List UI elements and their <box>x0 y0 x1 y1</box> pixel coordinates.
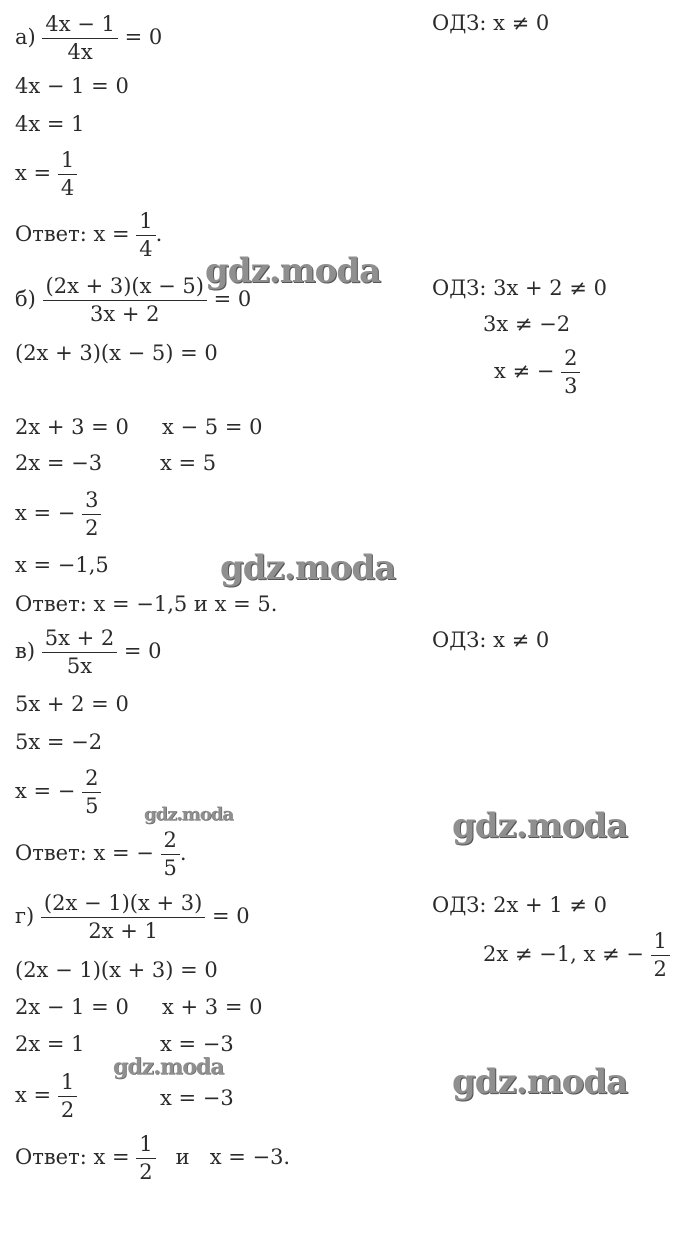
part-b-denominator: 3x + 2 <box>89 302 160 326</box>
part-d-step-3-right: x = −3 <box>160 1032 234 1056</box>
part-d-step-1: (2x − 1)(x + 3) = 0 <box>15 958 218 982</box>
part-b-answer: Ответ: x = −1,5 и x = 5. <box>15 592 278 616</box>
part-b-label: б) <box>15 287 36 311</box>
part-d-eq-tail: = 0 <box>212 904 250 928</box>
part-d-label: г) <box>15 904 35 928</box>
part-b-numerator: (2x + 3)(x − 5) <box>43 276 207 301</box>
part-a-answer: Ответ: x = $\frac{1}{4}$ . <box>15 209 163 261</box>
part-a-step-2: 4x = 1 <box>15 112 85 136</box>
part-c-label: в) <box>15 639 36 663</box>
part-c-fraction <box>42 628 118 677</box>
part-b-odz-3: x ≠ − $\frac{2}{3}$ <box>494 348 580 397</box>
watermark: gdz.moda <box>144 804 233 825</box>
part-b-step-3-right: x = 5 <box>160 451 217 475</box>
part-d-odz-fraction: $\frac{1}{2}$ <box>651 931 670 980</box>
part-d-step-4-right: x = −3 <box>160 1086 234 1110</box>
part-d-odz-1: ОДЗ: 2x + 1 ≠ 0 <box>432 893 607 917</box>
part-b-odz-fraction: $\frac{2}{3}$ <box>561 348 580 397</box>
part-a-equation <box>15 14 162 63</box>
watermark: gdz.moda <box>452 1062 628 1102</box>
part-d-step-3-left: 2x = 1 <box>15 1032 85 1056</box>
part-c-solution: x = − $\frac{2}{5}$ <box>15 768 101 817</box>
part-b-odz-1: ОДЗ: 3x + 2 ≠ 0 <box>432 276 607 300</box>
part-a-solution-fraction: $\frac{1}{4}$ <box>58 150 77 199</box>
part-b-solution-fraction: $\frac{3}{2}$ <box>82 490 101 539</box>
part-d-solution-fraction: $\frac{1}{2}$ <box>58 1072 77 1121</box>
part-c-step-1: 5x + 2 = 0 <box>15 692 129 716</box>
part-c-answer-fraction: $\frac{2}{5}$ <box>161 830 180 879</box>
part-b-step-3-left: 2x = −3 <box>15 451 103 475</box>
part-c-solution-fraction: $\frac{2}{5}$ <box>82 768 101 817</box>
part-b-step-5: x = −1,5 <box>15 553 109 577</box>
part-b-fraction <box>43 276 207 325</box>
part-a-answer-fraction: $\frac{1}{4}$ <box>136 211 155 260</box>
watermark: gdz.moda <box>220 548 396 588</box>
part-a-denominator: 4x <box>67 40 93 64</box>
part-d-step-2-left: 2x − 1 = 0 <box>15 995 129 1019</box>
part-c-step-2: 5x = −2 <box>15 730 103 754</box>
part-b-step-2-right: x − 5 = 0 <box>162 415 263 439</box>
part-d-answer-fraction: $\frac{1}{2}$ <box>136 1134 155 1183</box>
part-b-solution: x = − $\frac{3}{2}$ <box>15 490 101 539</box>
part-d-odz-2: 2x ≠ −1, x ≠ − $\frac{1}{2}$ <box>483 931 670 980</box>
part-c-odz: ОДЗ: x ≠ 0 <box>432 628 550 652</box>
part-c-numerator: 5x + 2 <box>42 628 118 653</box>
part-c-answer: Ответ: x = − $\frac{2}{5}$ . <box>15 828 187 880</box>
part-a-step-1: 4x − 1 = 0 <box>15 74 129 98</box>
watermark: gdz.moda <box>205 251 381 291</box>
part-d-step-2-right: x + 3 = 0 <box>162 995 263 1019</box>
part-d-equation <box>15 893 250 942</box>
part-c-eq-tail: = 0 <box>123 639 162 663</box>
part-b-step-2-left: 2x + 3 = 0 <box>15 415 129 439</box>
watermark: gdz.moda <box>113 1054 224 1080</box>
watermark: gdz.moda <box>452 806 628 846</box>
part-b-odz-2: 3x ≠ −2 <box>483 312 571 336</box>
part-a-eq-tail: = 0 <box>124 25 163 49</box>
part-b-step-1: (2x + 3)(x − 5) = 0 <box>15 341 218 365</box>
part-d-answer: Ответ: x = $\frac{1}{2}$ и x = −3. <box>15 1132 291 1184</box>
part-b-eq-tail: = 0 <box>213 287 252 311</box>
part-c-equation <box>15 628 162 677</box>
part-a-odz: ОДЗ: x ≠ 0 <box>432 11 550 35</box>
part-b-equation <box>15 276 251 325</box>
part-d-solution: x = $\frac{1}{2}$ <box>15 1072 77 1121</box>
part-d-fraction <box>41 893 205 942</box>
part-a-label: а) <box>15 25 36 49</box>
part-a-numerator: 4x − 1 <box>42 14 118 39</box>
part-a-fraction <box>42 14 118 63</box>
part-d-denominator: 2x + 1 <box>88 919 158 943</box>
part-c-denominator: 5x <box>66 654 93 678</box>
part-d-numerator: (2x − 1)(x + 3) <box>41 893 205 918</box>
part-a-solution: x = $\frac{1}{4}$ <box>15 150 77 199</box>
